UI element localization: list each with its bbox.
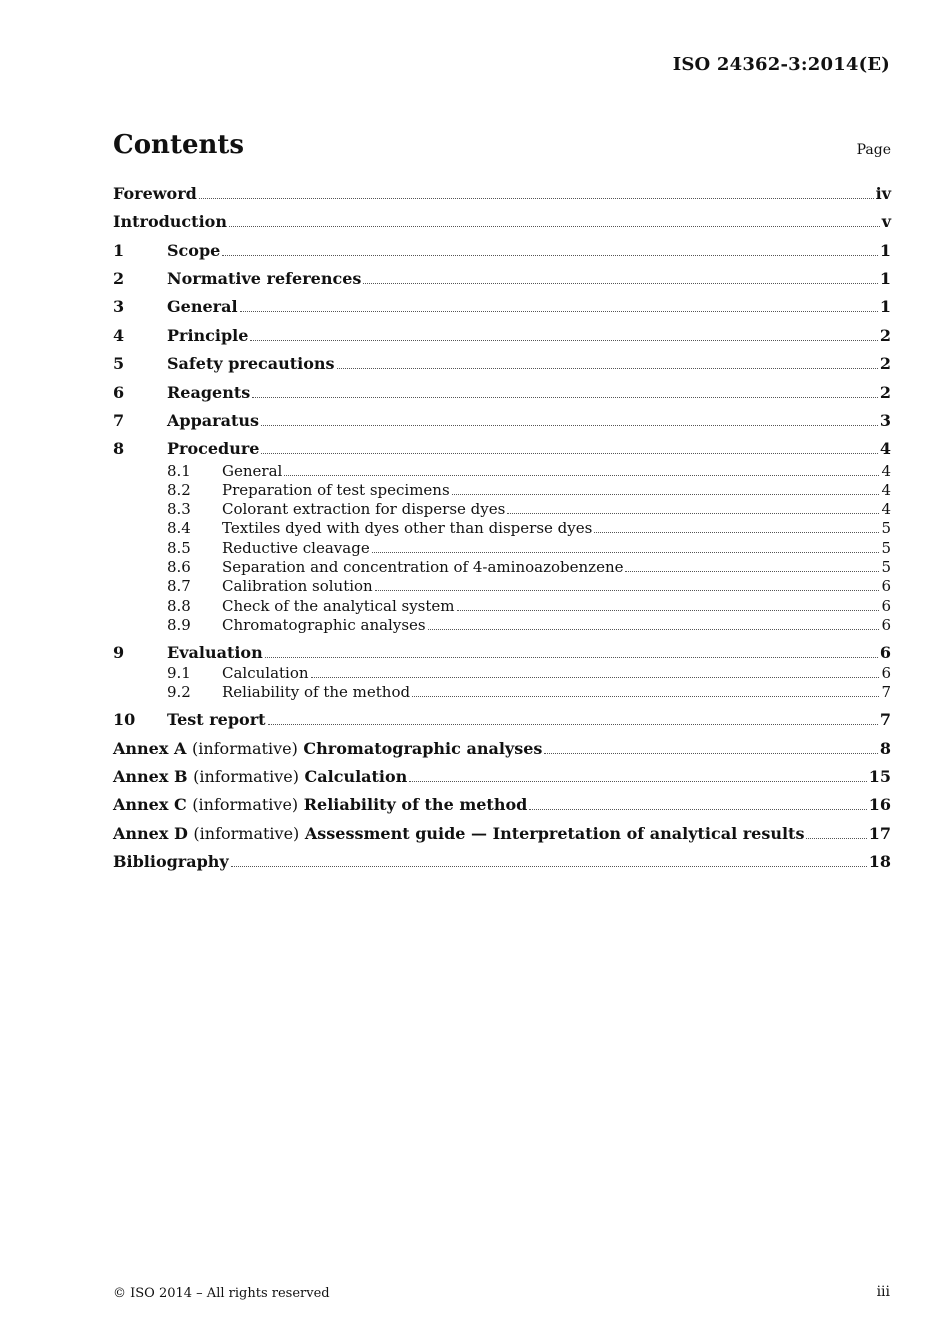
- annex-type: (informative): [192, 795, 299, 814]
- toc-annex-c[interactable]: [113, 795, 891, 814]
- document-id: ISO 24362-3:2014(E): [672, 54, 890, 75]
- toc-entry-title: Safety precautions: [167, 354, 335, 373]
- toc-entry-5[interactable]: [113, 354, 891, 373]
- toc-entry-number: 8.6: [167, 558, 191, 576]
- dot-leader: [250, 340, 877, 341]
- toc-entry-8-4[interactable]: [113, 519, 891, 537]
- toc-entry-8-1[interactable]: [113, 462, 891, 480]
- toc-entry-title: Test report: [167, 710, 266, 729]
- dot-leader: [240, 311, 878, 312]
- toc-entry-page: 5: [881, 558, 891, 576]
- toc-entry-bibliography[interactable]: [113, 852, 891, 871]
- dot-leader: [265, 657, 878, 658]
- page-column-label: Page: [856, 142, 891, 158]
- toc-entry-title: General: [167, 297, 238, 316]
- toc-entry-7[interactable]: [113, 411, 891, 430]
- annex-type: (informative): [193, 767, 299, 786]
- annex-title: Assessment guide — Interpretation of analytical results: [304, 824, 805, 843]
- toc-entry-9-1[interactable]: [113, 664, 891, 682]
- toc-entry-title: Colorant extraction for disperse dyes: [222, 500, 506, 518]
- toc-entry-page: 4: [881, 500, 891, 518]
- toc-entry-number: 8.1: [167, 462, 191, 480]
- toc-entry-title: Check of the analytical system: [222, 597, 455, 615]
- toc-entry-title: Procedure: [167, 439, 260, 458]
- toc-entry-title: General: [222, 462, 283, 480]
- toc-entry-title: Foreword: [113, 184, 197, 203]
- dot-leader: [311, 677, 880, 678]
- toc-entry-number: 8.3: [167, 500, 191, 518]
- annex-page: 15: [868, 767, 891, 786]
- annex-title: Calculation: [304, 767, 408, 786]
- toc-annex-d[interactable]: [113, 824, 891, 843]
- annex-type: (informative): [193, 824, 300, 843]
- dot-leader: [222, 255, 878, 256]
- toc-entry-title: Bibliography: [113, 852, 229, 871]
- toc-entry-title: Apparatus: [167, 411, 259, 430]
- toc-entry-number: 8: [113, 439, 125, 458]
- dot-leader: [229, 226, 880, 227]
- footer-page-number: iii: [876, 1284, 890, 1300]
- toc-annex-a[interactable]: [113, 739, 891, 758]
- toc-entry-10[interactable]: [113, 710, 891, 729]
- toc-entry-page: 6: [879, 643, 891, 662]
- dot-leader: [594, 532, 879, 533]
- toc-entry-page: 4: [881, 462, 891, 480]
- toc-entry-number: 9: [113, 643, 125, 662]
- toc-entry-page: 4: [879, 439, 891, 458]
- toc-entry-title: Evaluation: [167, 643, 263, 662]
- toc-entry-title: Principle: [167, 326, 249, 345]
- toc-entry-page: 7: [879, 710, 891, 729]
- dot-leader: [231, 866, 867, 867]
- annex-label: Annex C: [113, 795, 187, 814]
- dot-leader: [507, 513, 879, 514]
- toc-entry-4[interactable]: [113, 326, 891, 345]
- toc-entry-number: 8.7: [167, 577, 191, 595]
- annex-page: 16: [868, 795, 891, 814]
- annex-page: 8: [879, 739, 891, 758]
- toc-entry-title: Introduction: [113, 212, 227, 231]
- toc-entry-number: 8.9: [167, 616, 191, 634]
- toc-title-row: [113, 130, 891, 166]
- dot-leader: [375, 590, 880, 591]
- toc-entry-number: 7: [113, 411, 125, 430]
- toc-entry-title: Calibration solution: [222, 577, 373, 595]
- dot-leader: [337, 368, 878, 369]
- toc-entry-page: 7: [881, 683, 891, 701]
- annex-label: Annex B: [113, 767, 188, 786]
- toc-entry-title: Calculation: [222, 664, 309, 682]
- dot-leader: [261, 453, 877, 454]
- toc-entry-introduction[interactable]: [113, 212, 891, 231]
- toc-entry-9[interactable]: [113, 643, 891, 662]
- toc-entry-number: 8.5: [167, 539, 191, 557]
- toc-entry-page: 1: [879, 241, 891, 260]
- annex-label: Annex D: [113, 824, 188, 843]
- toc-entry-number: 3: [113, 297, 125, 316]
- toc-entry-8-7[interactable]: [113, 577, 891, 595]
- toc-entry-page: 6: [881, 597, 891, 615]
- dot-leader: [409, 781, 866, 782]
- toc-entry-title: Reagents: [167, 383, 251, 402]
- dot-leader: [625, 571, 879, 572]
- toc-entry-page: 2: [879, 326, 891, 345]
- toc-title: Contents: [113, 130, 245, 160]
- dot-leader: [199, 198, 874, 199]
- toc-entry-page: 2: [879, 354, 891, 373]
- toc-entry-page: 3: [879, 411, 891, 430]
- annex-title: Reliability of the method: [303, 795, 528, 814]
- dot-leader: [372, 552, 880, 553]
- dot-leader: [529, 809, 866, 810]
- dot-leader: [268, 724, 878, 725]
- toc-entry-title: Separation and concentration of 4-aminoazobenzene: [222, 558, 624, 576]
- dot-leader: [252, 397, 878, 398]
- toc-entry-title: Scope: [167, 241, 221, 260]
- toc-entry-number: 8.2: [167, 481, 191, 499]
- toc-entry-8-9[interactable]: [113, 616, 891, 634]
- toc-entry-page: 6: [881, 664, 891, 682]
- toc-entry-page: 18: [868, 852, 891, 871]
- toc-entry-page: 1: [879, 297, 891, 316]
- dot-leader: [261, 425, 878, 426]
- toc-entry-page: 2: [879, 383, 891, 402]
- toc-entry-number: 4: [113, 326, 125, 345]
- toc-entry-number: 1: [113, 241, 125, 260]
- annex-page: 17: [868, 824, 891, 843]
- toc-entry-page: iv: [875, 184, 891, 203]
- toc-entry-number: 10: [113, 710, 136, 729]
- dot-leader: [806, 838, 866, 839]
- toc-entry-8-6[interactable]: [113, 558, 891, 576]
- toc-entry-page: v: [881, 212, 891, 231]
- toc-entry-title: Textiles dyed with dyes other than disperse dyes: [222, 519, 593, 537]
- toc-entry-8-2[interactable]: [113, 481, 891, 499]
- toc-entry-page: 6: [881, 616, 891, 634]
- toc-annex-b[interactable]: [113, 767, 891, 786]
- annex-label: Annex A: [113, 739, 187, 758]
- dot-leader: [544, 753, 877, 754]
- toc-entry-1[interactable]: [113, 241, 891, 260]
- toc-entry-page: 5: [881, 519, 891, 537]
- dot-leader: [412, 696, 879, 697]
- toc-entry-3[interactable]: [113, 297, 891, 316]
- toc-entry-8-5[interactable]: [113, 539, 891, 557]
- toc-entry-title: Preparation of test specimens: [222, 481, 450, 499]
- toc-entry-foreword[interactable]: [113, 184, 891, 203]
- dot-leader: [457, 610, 880, 611]
- toc-entry-8-3[interactable]: [113, 500, 891, 518]
- toc-entry-title: Normative references: [167, 269, 362, 288]
- toc-entry-title: Reductive cleavage: [222, 539, 370, 557]
- dot-leader: [284, 475, 879, 476]
- toc-entry-number: 6: [113, 383, 125, 402]
- dot-leader: [428, 629, 880, 630]
- toc-entry-title: Reliability of the method: [222, 683, 411, 701]
- toc-entry-8[interactable]: [113, 439, 891, 458]
- toc-entry-number: 5: [113, 354, 125, 373]
- toc-entry-6[interactable]: [113, 383, 891, 402]
- toc-entry-page: 1: [879, 269, 891, 288]
- toc-entry-2[interactable]: [113, 269, 891, 288]
- toc-entry-number: 8.8: [167, 597, 191, 615]
- toc-entry-number: 2: [113, 269, 125, 288]
- toc-entry-8-8[interactable]: [113, 597, 891, 615]
- toc-entry-number: 8.4: [167, 519, 191, 537]
- toc-entry-number: 9.1: [167, 664, 191, 682]
- toc-entry-9-2[interactable]: [113, 683, 891, 701]
- footer-copyright: © ISO 2014 – All rights reserved: [113, 1286, 330, 1301]
- toc-entry-page: 4: [881, 481, 891, 499]
- toc-entry-page: 5: [881, 539, 891, 557]
- dot-leader: [452, 494, 880, 495]
- annex-title: Chromatographic analyses: [303, 739, 543, 758]
- toc-entry-number: 9.2: [167, 683, 191, 701]
- dot-leader: [363, 283, 877, 284]
- toc-entry-title: Chromatographic analyses: [222, 616, 426, 634]
- annex-type: (informative): [191, 739, 298, 758]
- toc-entry-page: 6: [881, 577, 891, 595]
